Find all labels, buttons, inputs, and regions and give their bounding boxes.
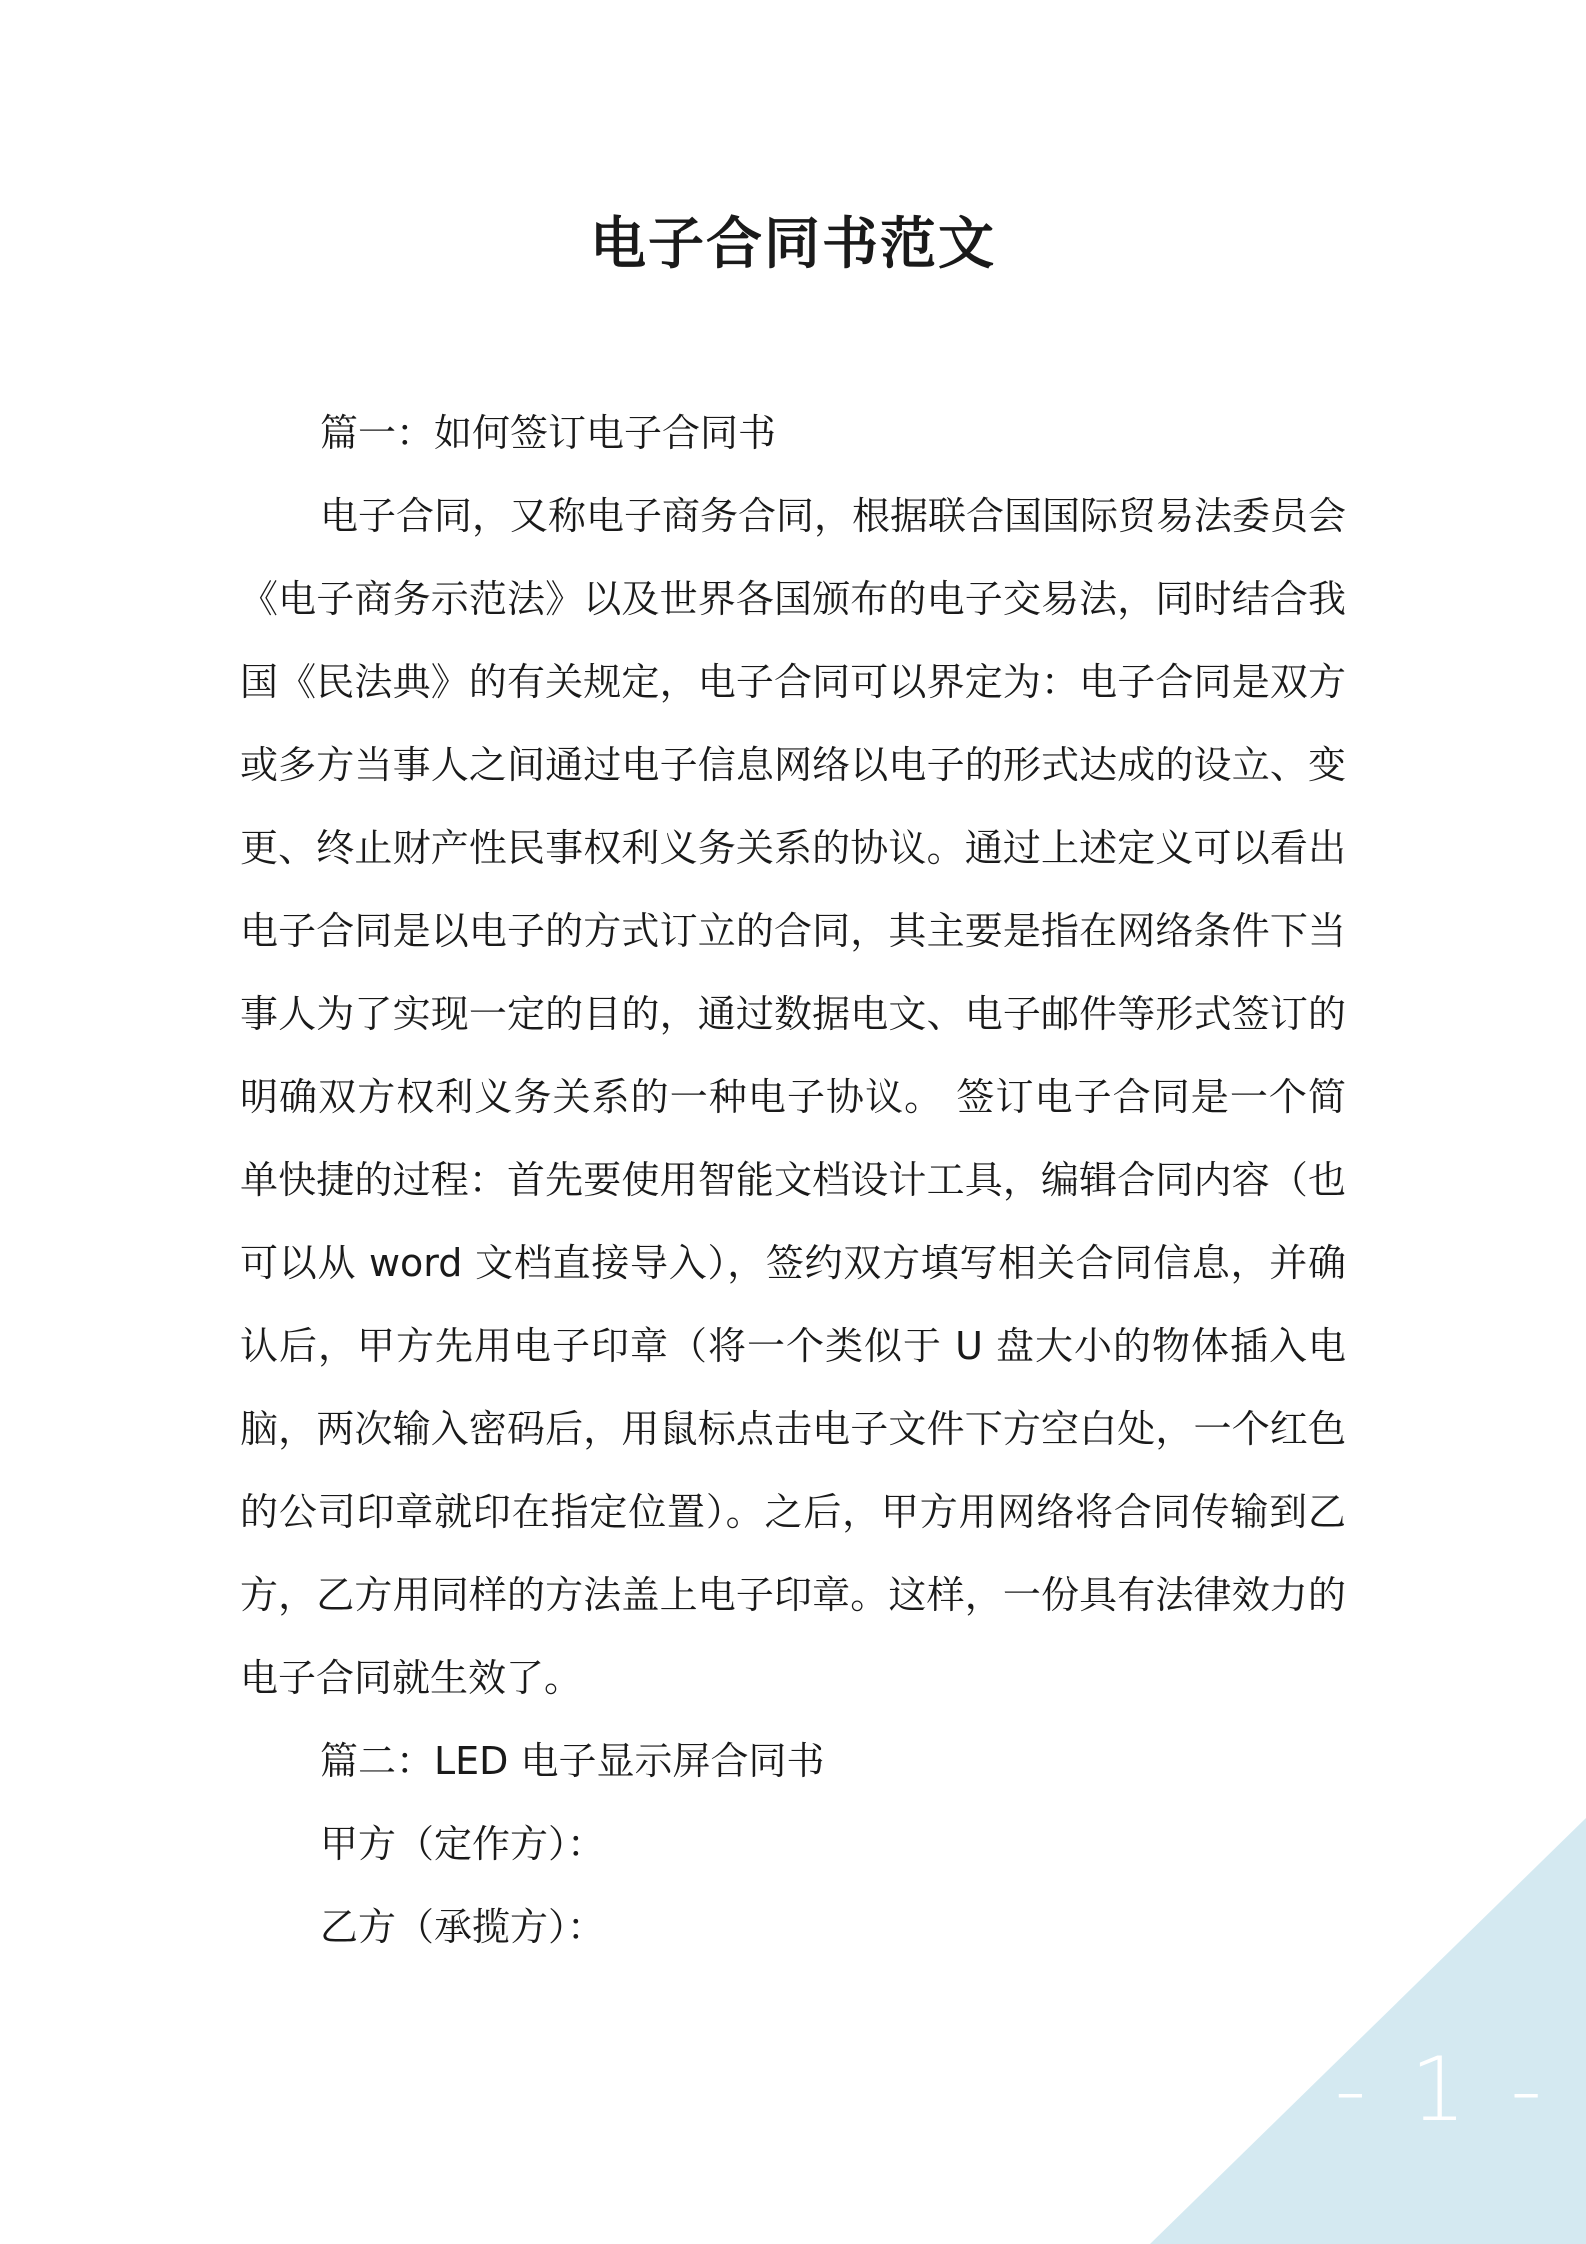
party-a-line: 甲方（定作方）： xyxy=(320,1822,606,1866)
section-two-heading: 篇二：LED 电子显示屏合同书 xyxy=(320,1739,825,1783)
document-title: 电子合同书范文 xyxy=(590,212,996,277)
party-b-line: 乙方（承揽方）： xyxy=(320,1905,606,1949)
document-body xyxy=(240,392,1346,1969)
section-one-heading: 篇一：如何签订电子合同书 xyxy=(320,411,777,455)
section-one-paragraph: 电子合同，又称电子商务合同，根据联合国国际贸易法委员会《电子商务示范法》以及世界各国颁布的电子交易法，同时结合我国《民法典》的有关规定，电子合同可以界定为：电子合同是双方或多方当事人之间通过电子信息网络以电子的形式达成的设立、变更、终止财产性民事权利义务关系的协议。通过上述定义可以看出电子合同是以电子的方式订立的合同，其主要是指在网络条件下当事人为了实现一定的目的，通过数据电文、电子邮件等形式签订的明确双方权利义务关系的一种电子协议。 签订电子合同是一个简单快捷的过程：首先要使用智能文档设计工具，编辑合同内容（也可以从 word 文档直接导入），签约双方填写相关合同信息，并确认后，甲方先用电子印章（将一个类似于 U 盘大小的物体插入电脑，两次输入密码后，用鼠标点击电子文件下方空白处，一个红色的公司印章就印在指定位置）。之后，甲方用网络将合同传输到乙方，乙方用同样的方法盖上电子印章。这样，一份具有法律效力的电子合同就生效了。 xyxy=(240,494,1347,1700)
page-number: - 1 - xyxy=(1334,2038,1550,2141)
